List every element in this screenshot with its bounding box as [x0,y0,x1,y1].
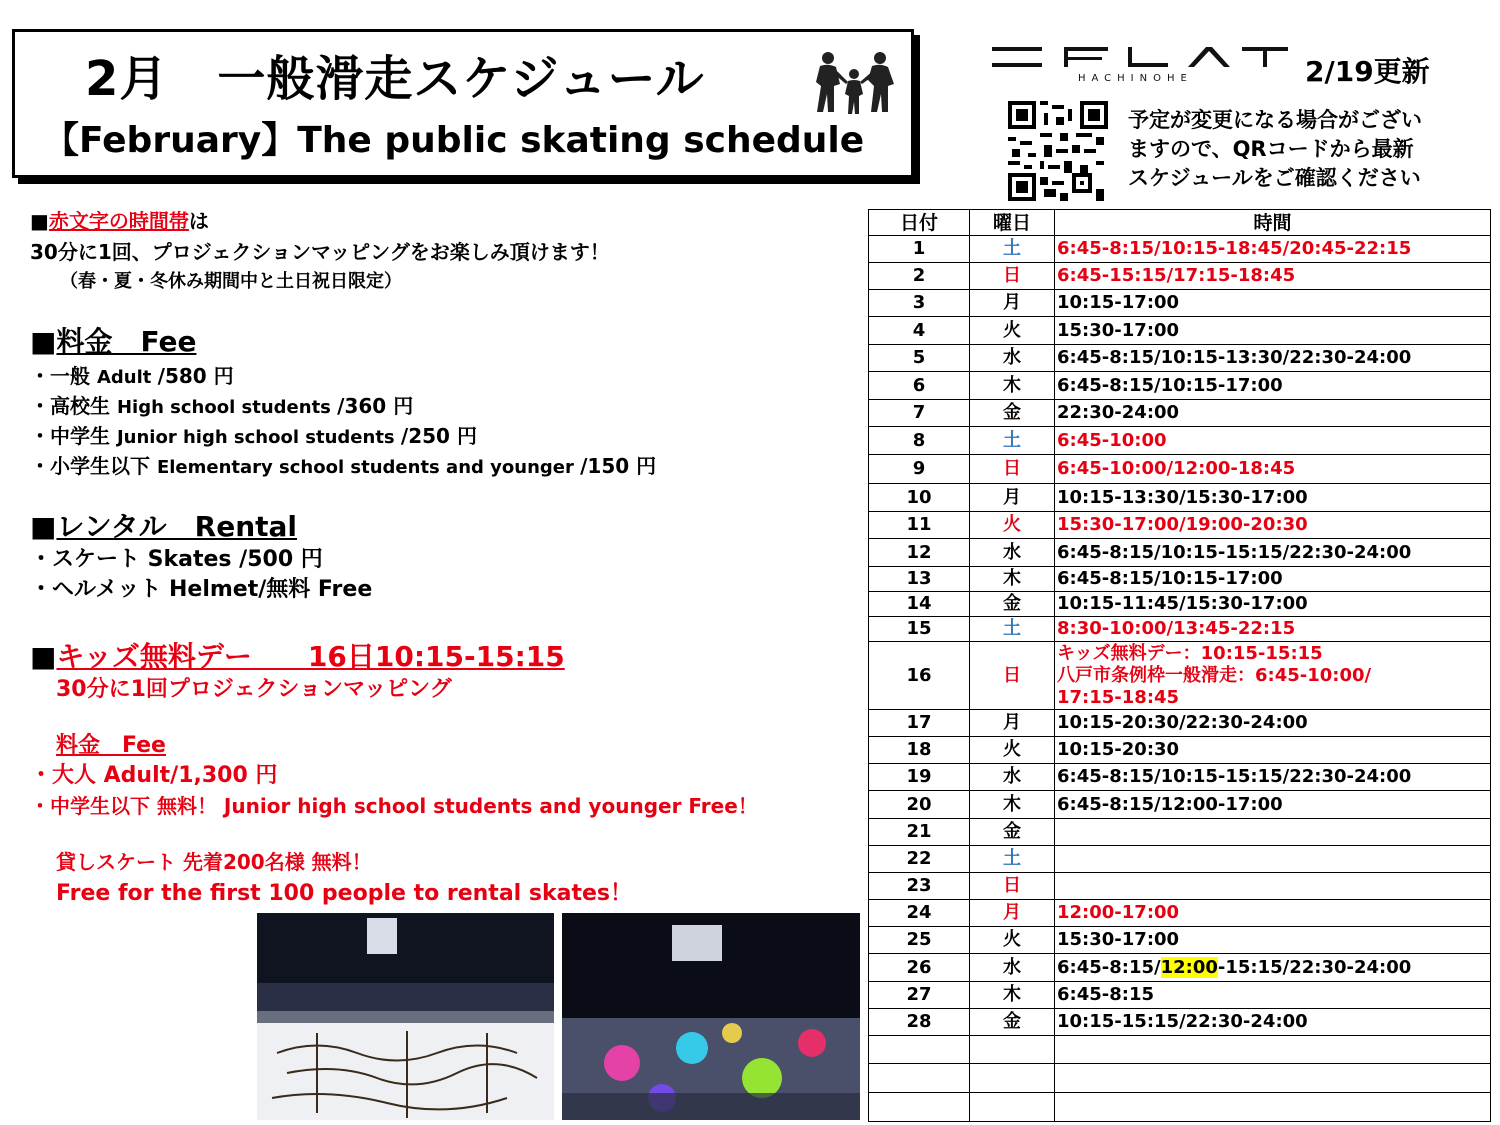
cell-weekday: 木 [970,567,1055,592]
cell-time: 10:15-13:30/15:30-17:00 [1055,484,1491,512]
cell-time: 10:15-20:30/22:30-24:00 [1055,710,1491,737]
cell-weekday: 火 [970,512,1055,539]
table-row [869,372,1491,400]
fee-item-adult: ・一般 Adult /580 円 [30,364,234,388]
cell-date: 25 [869,927,970,954]
cell-weekday: 水 [970,954,1055,982]
mapping-note-line2: 30分に1回、プロジェクションマッピングをお楽しみ頂けます！ [30,240,610,264]
cell-date: 15 [869,617,970,642]
kids-day-heading: ■キッズ無料デー 16日10:15-15:15 [30,640,565,673]
table-row [869,737,1491,764]
table-row [869,263,1491,290]
table-row [869,427,1491,455]
table-row [869,512,1491,539]
table-row [869,1064,1491,1093]
page-title: 2月 一般滑走スケジュール [85,51,705,107]
cell-weekday [970,1093,1055,1122]
schedule-header-row [869,210,1491,236]
cell-date: 28 [869,1009,970,1036]
cell-date: 12 [869,539,970,567]
cell-weekday: 日 [970,455,1055,484]
cell-date: 20 [869,791,970,819]
cell-time: 6:45-8:15/10:15-17:00 [1055,567,1491,592]
table-row [869,1009,1491,1036]
cell-date: 4 [869,317,970,345]
rental-item-helmet: ・ヘルメット Helmet/無料 Free [30,577,373,602]
cell-date: 2 [869,263,970,290]
table-row [869,1093,1491,1122]
cell-date: 23 [869,873,970,900]
page-subtitle: 【February】The public skating schedule [43,120,865,161]
cell-time: 6:45-8:15/10:15-15:15/22:30-24:00 [1055,764,1491,791]
cell-weekday: 金 [970,592,1055,617]
mapping-note-line1: ■赤文字の時間帯は [30,209,209,233]
cell-time: 10:15-15:15/22:30-24:00 [1055,1009,1491,1036]
cell-weekday: 金 [970,1009,1055,1036]
table-row [869,819,1491,846]
table-row [869,317,1491,345]
table-row [869,455,1491,484]
table-row [869,954,1491,982]
cell-time: 15:30-17:00/19:00-20:30 [1055,512,1491,539]
table-row [869,791,1491,819]
cell-time: 10:15-11:45/15:30-17:00 [1055,592,1491,617]
cell-time: 15:30-17:00 [1055,317,1491,345]
cell-time: 22:30-24:00 [1055,400,1491,427]
cell-time: 12:00-17:00 [1055,900,1491,927]
table-row [869,900,1491,927]
cell-time [1055,954,1491,982]
cell-weekday: 日 [970,873,1055,900]
cell-date: 19 [869,764,970,791]
table-row [869,764,1491,791]
cell-date: 26 [869,954,970,982]
cell-weekday: 水 [970,764,1055,791]
cell-weekday: 日 [970,642,1055,710]
cell-weekday: 月 [970,484,1055,512]
time-highlight: 12:00 [1160,956,1218,978]
cell-weekday: 月 [970,900,1055,927]
fee-heading: ■料金 Fee [30,325,197,358]
cell-date: 13 [869,567,970,592]
fee-item-high-school: ・高校生 High school students /360 円 [30,394,414,418]
table-row [869,345,1491,372]
cell-date: 9 [869,455,970,484]
time-part: -15:15/22:30-24:00 [1217,956,1412,978]
time-line: キッズ無料デー：10:15-15:15 [1057,642,1323,664]
cell-weekday: 木 [970,372,1055,400]
cell-weekday: 金 [970,819,1055,846]
cell-time: 6:45-8:15 [1055,982,1491,1009]
cell-date: 5 [869,345,970,372]
cell-weekday: 金 [970,400,1055,427]
cell-weekday: 木 [970,982,1055,1009]
cell-weekday: 土 [970,846,1055,873]
time-line: 17:15-18:45 [1057,686,1180,708]
table-row [869,873,1491,900]
cell-date: 24 [869,900,970,927]
header-weekday: 曜日 [970,210,1055,236]
cell-weekday: 木 [970,791,1055,819]
table-row [869,710,1491,737]
cell-weekday: 月 [970,290,1055,317]
header-date: 日付 [869,210,970,236]
mapping-note-line3: （春・夏・冬休み期間中と土日祝日限定） [60,271,402,292]
cell-time: 6:45-8:15/10:15-13:30/22:30-24:00 [1055,345,1491,372]
rental-item-skates: ・スケート Skates /500 円 [30,547,323,572]
cell-date: 1 [869,236,970,263]
schedule-table [868,209,1491,1122]
cell-weekday: 月 [970,710,1055,737]
cell-time: 10:15-20:30 [1055,737,1491,764]
cell-time: 6:45-8:15/10:15-17:00 [1055,372,1491,400]
cell-date [869,1064,970,1093]
cell-date: 17 [869,710,970,737]
table-row [869,236,1491,263]
cell-date: 8 [869,427,970,455]
table-row [869,400,1491,427]
cell-time [1055,846,1491,873]
table-row [869,642,1491,710]
cell-weekday [970,1036,1055,1064]
cell-time: 6:45-15:15/17:15-18:45 [1055,263,1491,290]
cell-date: 11 [869,512,970,539]
cell-weekday: 土 [970,427,1055,455]
cell-weekday: 土 [970,617,1055,642]
kids-fee-heading: 料金 Fee [56,733,166,758]
cell-weekday: 火 [970,927,1055,954]
table-row [869,592,1491,617]
cell-date: 22 [869,846,970,873]
kids-rental-en: Free for the first 100 people to rental skates！ [56,881,632,906]
cell-weekday: 火 [970,317,1055,345]
cell-date: 7 [869,400,970,427]
rink-photo-maze [257,913,554,1120]
table-row [869,617,1491,642]
cell-date: 27 [869,982,970,1009]
kids-rental-jp: 貸しスケート 先着200名様 無料！ [56,850,372,874]
svg-text:HACHINOHE: HACHINOHE [1078,73,1193,84]
time-part: 6:45-8:15/ [1057,956,1161,978]
kids-fee-junior: ・中学生以下 無料！ Junior high school students and younger Free！ [30,794,758,818]
cell-weekday: 水 [970,345,1055,372]
table-row [869,1036,1491,1064]
table-row [869,927,1491,954]
fee-item-junior-high: ・中学生 Junior high school students /250 円 [30,424,477,448]
cell-time: 6:45-10:00/12:00-18:45 [1055,455,1491,484]
updated-date: 2/19更新 [1305,55,1430,88]
cell-time [1055,1064,1491,1093]
cell-time [1055,1036,1491,1064]
title-box [12,29,914,178]
header-time: 時間 [1055,210,1491,236]
cell-weekday [970,1064,1055,1093]
cell-date: 21 [869,819,970,846]
table-row [869,567,1491,592]
cell-date [869,1093,970,1122]
cell-time: 6:45-10:00 [1055,427,1491,455]
rink-photo-projection [562,913,860,1120]
cell-weekday: 火 [970,737,1055,764]
cell-date: 18 [869,737,970,764]
cell-date: 14 [869,592,970,617]
table-row [869,539,1491,567]
kids-fee-adult: ・大人 Adult/1,300 円 [30,763,278,788]
qr-code-icon[interactable] [1008,101,1108,201]
cell-time: 8:30-10:00/13:45-22:15 [1055,617,1491,642]
cell-date [869,1036,970,1064]
cell-time: 6:45-8:15/10:15-15:15/22:30-24:00 [1055,539,1491,567]
cell-time: 10:15-17:00 [1055,290,1491,317]
cell-weekday: 土 [970,236,1055,263]
flat-hachinohe-logo [992,45,1292,85]
cell-date: 6 [869,372,970,400]
table-row [869,290,1491,317]
time-line: 八戸市条例枠一般滑走：6:45-10:00/ [1057,664,1372,686]
kids-day-mapping-note: 30分に1回プロジェクションマッピング [56,677,452,702]
family-silhouette-icon [810,50,900,120]
table-row [869,484,1491,512]
cell-weekday: 水 [970,539,1055,567]
schedule-change-notice: 予定が変更になる場合がござい ますので、QRコードから最新 スケジュールをご確認ください [1128,108,1422,190]
rental-heading: ■レンタル Rental [30,510,298,543]
cell-weekday: 日 [970,263,1055,290]
cell-time [1055,1093,1491,1122]
cell-time: 6:45-8:15/10:15-18:45/20:45-22:15 [1055,236,1491,263]
cell-time [1055,819,1491,846]
cell-time [1055,873,1491,900]
fee-item-elementary: ・小学生以下 Elementary school students and younger /150 円 [30,454,657,478]
cell-time: 15:30-17:00 [1055,927,1491,954]
cell-time [1055,642,1491,710]
cell-date: 3 [869,290,970,317]
table-row [869,846,1491,873]
table-row [869,982,1491,1009]
cell-date: 16 [869,642,970,710]
cell-date: 10 [869,484,970,512]
cell-time: 6:45-8:15/12:00-17:00 [1055,791,1491,819]
